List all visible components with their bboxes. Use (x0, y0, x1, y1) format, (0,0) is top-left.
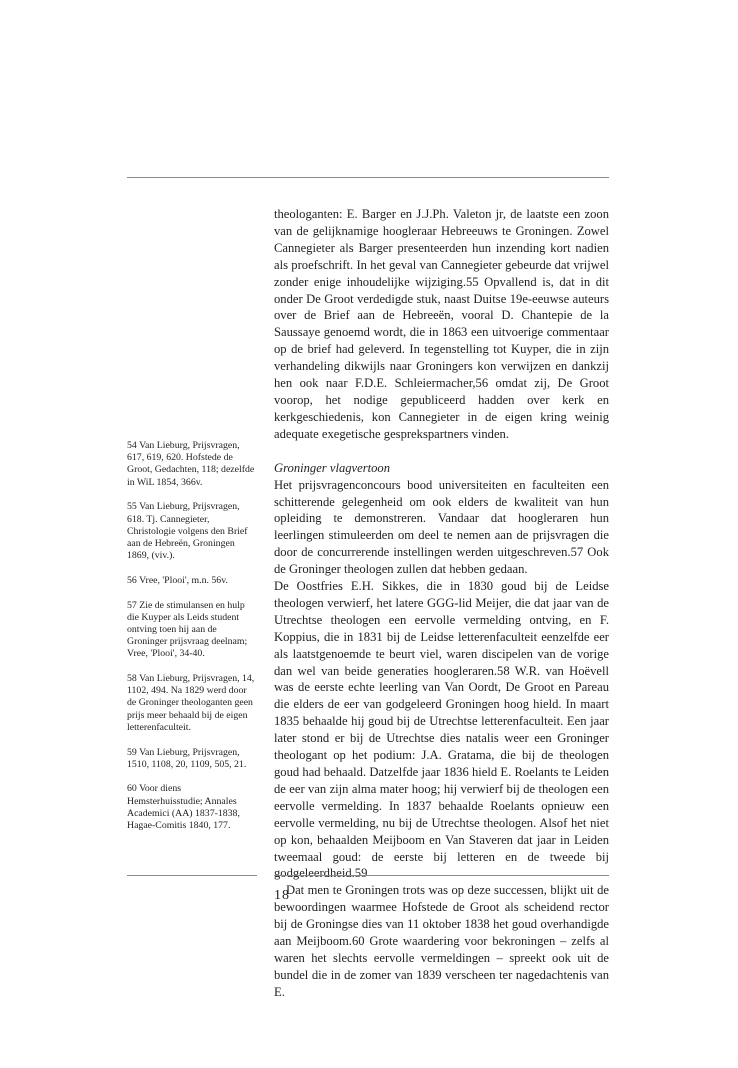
section-gap (274, 443, 609, 460)
footnote-59: 59 Van Lieburg, Prijsvragen, 1510, 1108, 20, 1109, 505, 21. (127, 746, 247, 770)
footnote-58: 58 Van Lieburg, Prijsvragen, 14, 1102, 494. Na 1829 werd door de Groninger theologanten geen prijs meer behaald bij de eigen letterenfaculteit. (127, 673, 255, 733)
footnote-56: 56 Vree, 'Plooi', m.n. 56v. (127, 574, 228, 586)
footnote-60: 60 Voor diens Hemsterhuisstudie; Annales Academici (AA) 1837-1838, Hagae-Comitis 1840, 177. (127, 783, 240, 832)
paragraph-1: theologanten: E. Barger en J.J.Ph. Valeton jr, de laatste een zoon van de gelijknamige hoogleraar Hebreeuws te Groningen. Zowel Cannegieter als Barger presenteerden hun inzending kort nadien als proefschrift. In het geval van Cannegieter gebeurde dat vrijwel zonder enige inhoudelijke wijziging.55 Opvallend is, dat in dit onder De Groot verdedigde stuk, naast Duitse 19e-eeuwse auteurs over de Brief aan de Hebreeën, vooral D. Chantepie de la Saussaye genoemd wordt, die in 1863 een uitvoerige commentaar op de brief had geleverd. In tegenstelling tot Kuyper, die in zijn verhandeling dikwijls naar Groningers kon verwijzen en dankzij hen ook naar F.D.E. Schleiermacher,56 omdat zij, De Groot voorop, het nodige gepubliceerd hadden over kerk en kerkgeschiedenis, kon Cannegieter in de eigen kring weinig adequate exegetische gesprekspartners vinden. (274, 207, 609, 441)
paragraph-3: De Oostfries E.H. Sikkes, die in 1830 goud bij de Leidse theologen verwierf, het latere GGG-lid Meijer, die dat jaar van de Utrechtse theologen een eervolle vermelding ontving, en F. Koppius, die in 1831 bij de Leidse letterenfaculteit eenzelfde eer als laatstgenoemde te beurt viel, waren discipelen van de vorige dan wel van beide generaties hoogleraren.58 W.R. van Hoëvell was de eerste echte leerling van Van Oordt, De Groot en Pareau die elders de eer van godgeleerd Groningen hoog hield. In maart 1835 behaalde hij goud bij de Utrechtse letterenfaculteit. Een jaar later stond er bij de Utrechtse dies natalis weer een Groninger theologant op het podium: J.A. Gratama, die bij de theologen goud had behaald. Datzelfde jaar 1836 hield E. Roelants te Leiden de eer van zijn alma mater hoog; hij verwierf bij de theologen een eervolle vermelding. In 1837 behaalde Roelants opnieuw een eervolle vermelding, nu bij de Utrechtse theologen. Alsof het niet op kon, behaalden Meijboom en Van Staveren dat jaar in Leiden tweemaal goud: de eerste bij letteren en de tweede bij godgeleerdheid.59 (274, 579, 609, 881)
bottom-rule-notes (127, 875, 257, 876)
footnote-57: 57 Zie de stimulansen en hulp die Kuyper als Leids student ontving toen hij aan de Groninger prijsvraag deelnam; Vree, 'Plooi', 34-40. (127, 599, 248, 660)
section-heading: Groninger vlagvertoon (274, 460, 391, 475)
main-text-column (274, 206, 609, 1001)
top-rule (127, 177, 609, 178)
paragraph-2: Het prijsvragenconcours bood universiteiten en faculteiten een schitterende gelegenheid om ook elders de kwaliteit van hun opleiding te demonstreren. Vandaar dat hoogleraren hun leerlingen stimuleerden om deel te nemen aan de prijsvragen die door de concurrerende instellingen werden uitgeschreven.57 Ook de Groninger theologen zullen dat hebben gedaan. (274, 477, 609, 577)
footnote-54: 54 Van Lieburg, Prijsvragen, 617, 619, 620. Hofstede de Groot, Gedachten, 118; dezelfde in WiL 1854, 366v. (127, 440, 255, 488)
footnotes-column (127, 440, 257, 845)
footnote-55: 55 Van Lieburg, Prijsvragen, 618. Tj. Cannegieter, Christologie volgens den Brief aan de Hebreën, Groningen 1869, (viv.). (127, 501, 248, 562)
bottom-rule-main (274, 875, 609, 876)
paragraph-4: Dat men te Groningen trots was op deze successen, blijkt uit de bewoordingen waarmee Hofstede de Groot als scheidend rector bij de Groningse dies van 11 oktober 1838 het goud overhandigde aan Meijboom.60 Grote waardering voor bekroningen – zelfs al waren het slechts eervolle vermeldingen – spreekt ook uit de bundel die in de zomer van 1839 verscheen ter nagedachtenis van E. (274, 883, 609, 999)
page-number: 18 (274, 888, 290, 903)
